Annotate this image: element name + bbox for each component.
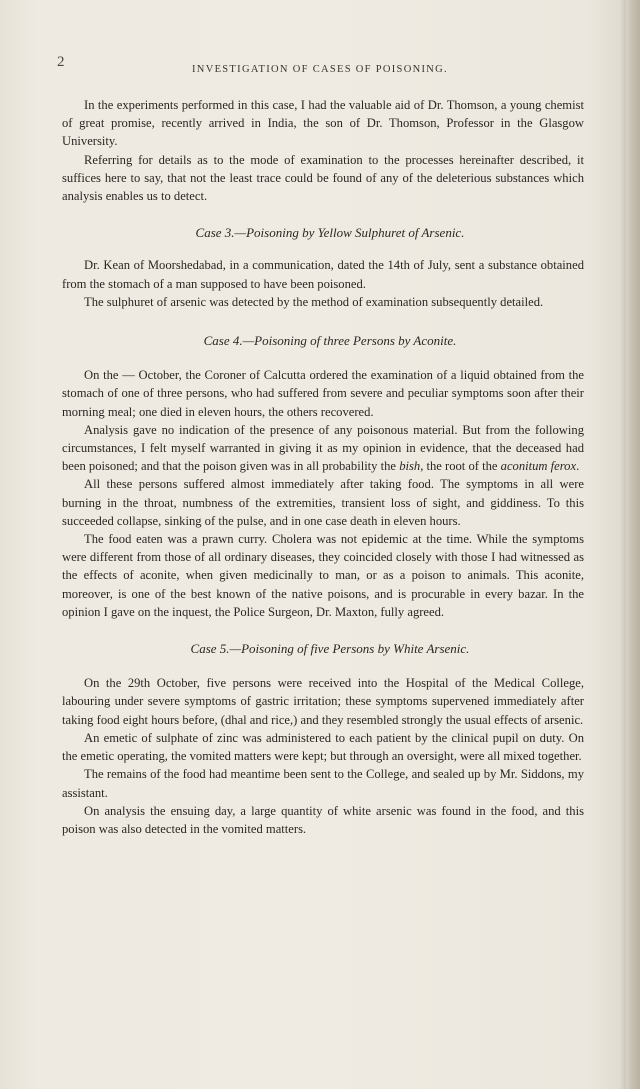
bish-term: bish <box>399 459 421 474</box>
page-number: 2 <box>57 54 65 70</box>
case-5-heading: Case 5.—Poisoning of five Persons by White Arsenic. <box>190 641 470 657</box>
case-4-title: Poisoning of three Persons by Aconite. <box>254 333 457 349</box>
case-3-title: Poisoning by Yellow Sulphuret of Arsenic. <box>246 225 465 241</box>
case-5-title-post: Persons by White Arsenic. <box>332 641 470 657</box>
case-4-paragraph-2-text: Analysis gave no indication of the presence of any poisonous material. But from the following circumstances, I felt myself warranted in giving it as my opinion in evidence, that the deceased had been poisoned; and that the poison given was in all probability the <box>62 422 584 474</box>
case-5-title-pre: Poisoning of <box>241 641 308 657</box>
intro-paragraph-1: In the experiments performed in this case, I had the valuable aid of Dr. Thomson, a young chemist of great promise, recently arrived in India, the son of Dr. Thomson, Professor in the Glasgow University. <box>62 98 584 149</box>
case-5-paragraph-3: The remains of the food had meantime been sent to the College, and sealed up by Mr. Siddons, my assistant. <box>62 767 584 800</box>
case-3-paragraph-1: Dr. Kean of Moorshedabad, in a communication, dated the 14th of July, sent a substance obtained from the stomach of a man supposed to have been poisoned. <box>62 258 584 291</box>
intro-paragraph-2: Referring for details as to the mode of examination to the processes hereinafter described, it suffices here to say, that not the least trace could be found of any of the deleterious substances which analysis enables us to detect. <box>62 152 584 204</box>
case-4-heading: Case 4.—Poisoning of three Persons by Aconite. <box>203 333 457 349</box>
case-4-paragraph-4: The food eaten was a prawn curry. Cholera was not epidemic at the time. While the symptoms were different from those of all ordinary diseases, they coincided closely with those I had witnessed as the effects of aconite, when given medicinally to man, or as a poison to animals. This aconite, moreover, is one of the best known of the native poisons, and is procurable in every bazar. In the opinion I gave on the inquest, the Police Surgeon, Dr. Maxton, fully agreed. <box>62 532 584 619</box>
case-4-paragraph-1: On the — October, the Coroner of Calcutta ordered the examination of a liquid obtained from the stomach of one of three persons, who had suffered from severe and peculiar symptoms soon after their morning meal; one died in eleven hours, the others recovered. <box>62 368 584 419</box>
case-4-paragraph-2 <box>62 421 584 476</box>
page-edge <box>626 0 640 1089</box>
case-4-paragraph-2-end: . <box>576 459 580 474</box>
case-5-title-five: five <box>310 641 330 657</box>
case-3-paragraph-2: The sulphuret of arsenic was detected by the method of examination subsequently detailed. <box>84 294 544 309</box>
case-5-paragraph-4: On analysis the ensuing day, a large quantity of white arsenic was found in the food, and this poison was also detected in the vomited matters. <box>62 803 584 836</box>
case-4-number: Case 4. <box>203 333 243 349</box>
case-3-number: Case 3. <box>195 225 235 241</box>
case-4-paragraph-2-mid: , the root of the <box>420 459 498 474</box>
page-body <box>62 96 584 838</box>
case-3-heading: Case 3.—Poisoning by Yellow Sulphuret of Arsenic. <box>195 225 465 241</box>
case-5-number: Case 5. <box>190 641 230 657</box>
aconitum-ferox-term: aconitum ferox <box>500 459 577 474</box>
running-head: INVESTIGATION OF CASES OF POISONING. <box>192 64 448 75</box>
case-5-paragraph-1: On the 29th October, five persons were received into the Hospital of the Medical College, labouring under severe symptoms of gastric irritation; these symptoms supervened immediately after taking food eight hours before, (dhal and rice,) and they resembled strongly the usual effects of arsenic. <box>62 676 584 727</box>
case-4-paragraph-3: All these persons suffered almost immediately after taking food. The symptoms in all were burning in the throat, numbness of the extremities, transient loss of sight, and giddiness. To this succeeded collapse, sinking of the pulse, and in one case death in eleven hours. <box>62 477 584 528</box>
case-5-paragraph-2: An emetic of sulphate of zinc was administered to each patient by the clinical pupil on duty. On the emetic operating, the vomited matters were kept; but through an oversight, were all mixed together. <box>62 730 584 764</box>
